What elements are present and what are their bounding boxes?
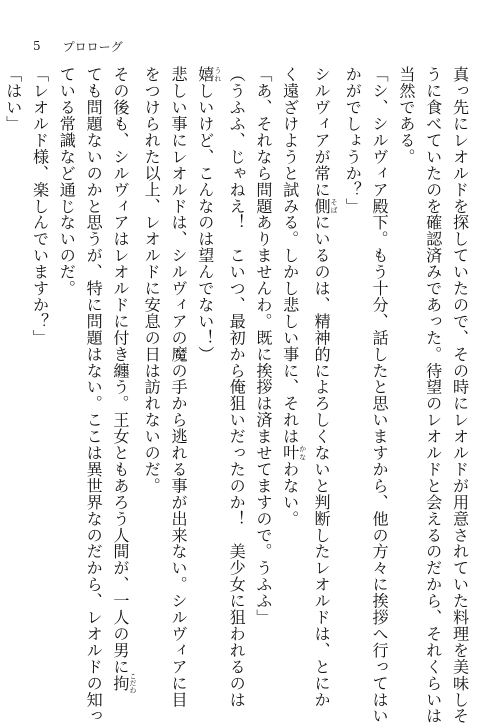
ruby-reading: うれ bbox=[213, 66, 222, 83]
ruby-base: 嬉 bbox=[195, 66, 215, 83]
text-line bbox=[106, 66, 137, 694]
text-line bbox=[0, 66, 25, 678]
chapter-title: プロローグ bbox=[62, 39, 123, 54]
ruby-reading: かな bbox=[298, 444, 307, 461]
ruby-reading: そば bbox=[330, 197, 339, 215]
running-header bbox=[33, 36, 123, 56]
text-line bbox=[445, 66, 472, 724]
text-line bbox=[164, 66, 191, 708]
ruby-reading: こだわ bbox=[128, 672, 137, 694]
text-segment: ている常識など通じないのだ。 bbox=[56, 66, 76, 297]
text-segment: その後も、シルヴィアはレオルドに付き纏う。王女ともあろう人間が、一人の男に bbox=[110, 66, 130, 675]
text-segment: わない。 bbox=[280, 460, 300, 527]
text-line bbox=[191, 66, 222, 678]
text-segment: 「あ、それなら問題ありませんわ。既に挨拶は済ませてますので。うふふ」 bbox=[253, 66, 273, 626]
text-line bbox=[338, 66, 365, 678]
text-line bbox=[52, 66, 79, 678]
text-segment: かがでしょうか？」 bbox=[342, 66, 362, 215]
ruby-base: 側 bbox=[311, 197, 331, 215]
text-line bbox=[79, 66, 106, 724]
text-segment: 真っ先にレオルドを探していたので、その時にレオルドが用意されていた料理を美味しそ bbox=[450, 66, 469, 724]
ruby-annotation bbox=[195, 66, 222, 83]
ruby-annotation bbox=[311, 197, 339, 215]
text-line bbox=[365, 66, 392, 724]
text-line bbox=[25, 66, 52, 678]
text-segment: しいけど、こんなのは望んでない！） bbox=[195, 82, 215, 363]
ruby-base: 拘 bbox=[110, 672, 130, 694]
text-line bbox=[275, 66, 306, 678]
text-line bbox=[307, 66, 339, 708]
text-segment: 「はい」 bbox=[3, 66, 23, 132]
vertical-body-text bbox=[3, 66, 472, 724]
text-segment: をつけられた以上、レオルドに安息の日は訪れないのだ。 bbox=[141, 66, 161, 494]
text-segment: ても問題ないのかと思うが、特に問題はない。ここは異世界なのだから、レオルドの知っ bbox=[83, 66, 103, 724]
text-segment: シルヴィアが常に bbox=[311, 66, 331, 198]
text-segment: 「シ、シルヴィア殿下。もう十分、話したと思いますから、他の方々に挨拶へ行ってはい bbox=[369, 66, 389, 724]
text-segment: 当然である。 bbox=[396, 66, 416, 165]
ruby-annotation bbox=[280, 444, 307, 461]
text-segment: うに食べていたのを確認済みであった。待望のレオルドと会えるのだから、それくらいは bbox=[423, 66, 443, 724]
text-line bbox=[249, 66, 276, 678]
ruby-annotation bbox=[110, 672, 137, 694]
text-line bbox=[418, 66, 445, 724]
ruby-base: 叶 bbox=[280, 444, 300, 461]
text-line bbox=[222, 66, 249, 708]
page-number: 5 bbox=[33, 39, 41, 53]
text-segment: にいるのは、精神的によろしくないと判断したレオルドは、とにか bbox=[311, 214, 331, 708]
text-line bbox=[137, 66, 164, 678]
text-segment: く遠ざけようと試みる。しかし悲しい事に、それは bbox=[280, 66, 300, 445]
text-segment: （うふふ、じゃねえ！ こいつ、最初から俺狙いだったのか！ 美少女に狙われるのは bbox=[226, 66, 246, 708]
text-segment: 「レオルド様、楽しんでいますか？」 bbox=[30, 66, 50, 346]
text-line bbox=[392, 66, 419, 678]
text-segment: 悲しい事にレオルドは、シルヴィアの魔の手から逃れる事が出来ない。シルヴィアに目 bbox=[168, 66, 188, 708]
